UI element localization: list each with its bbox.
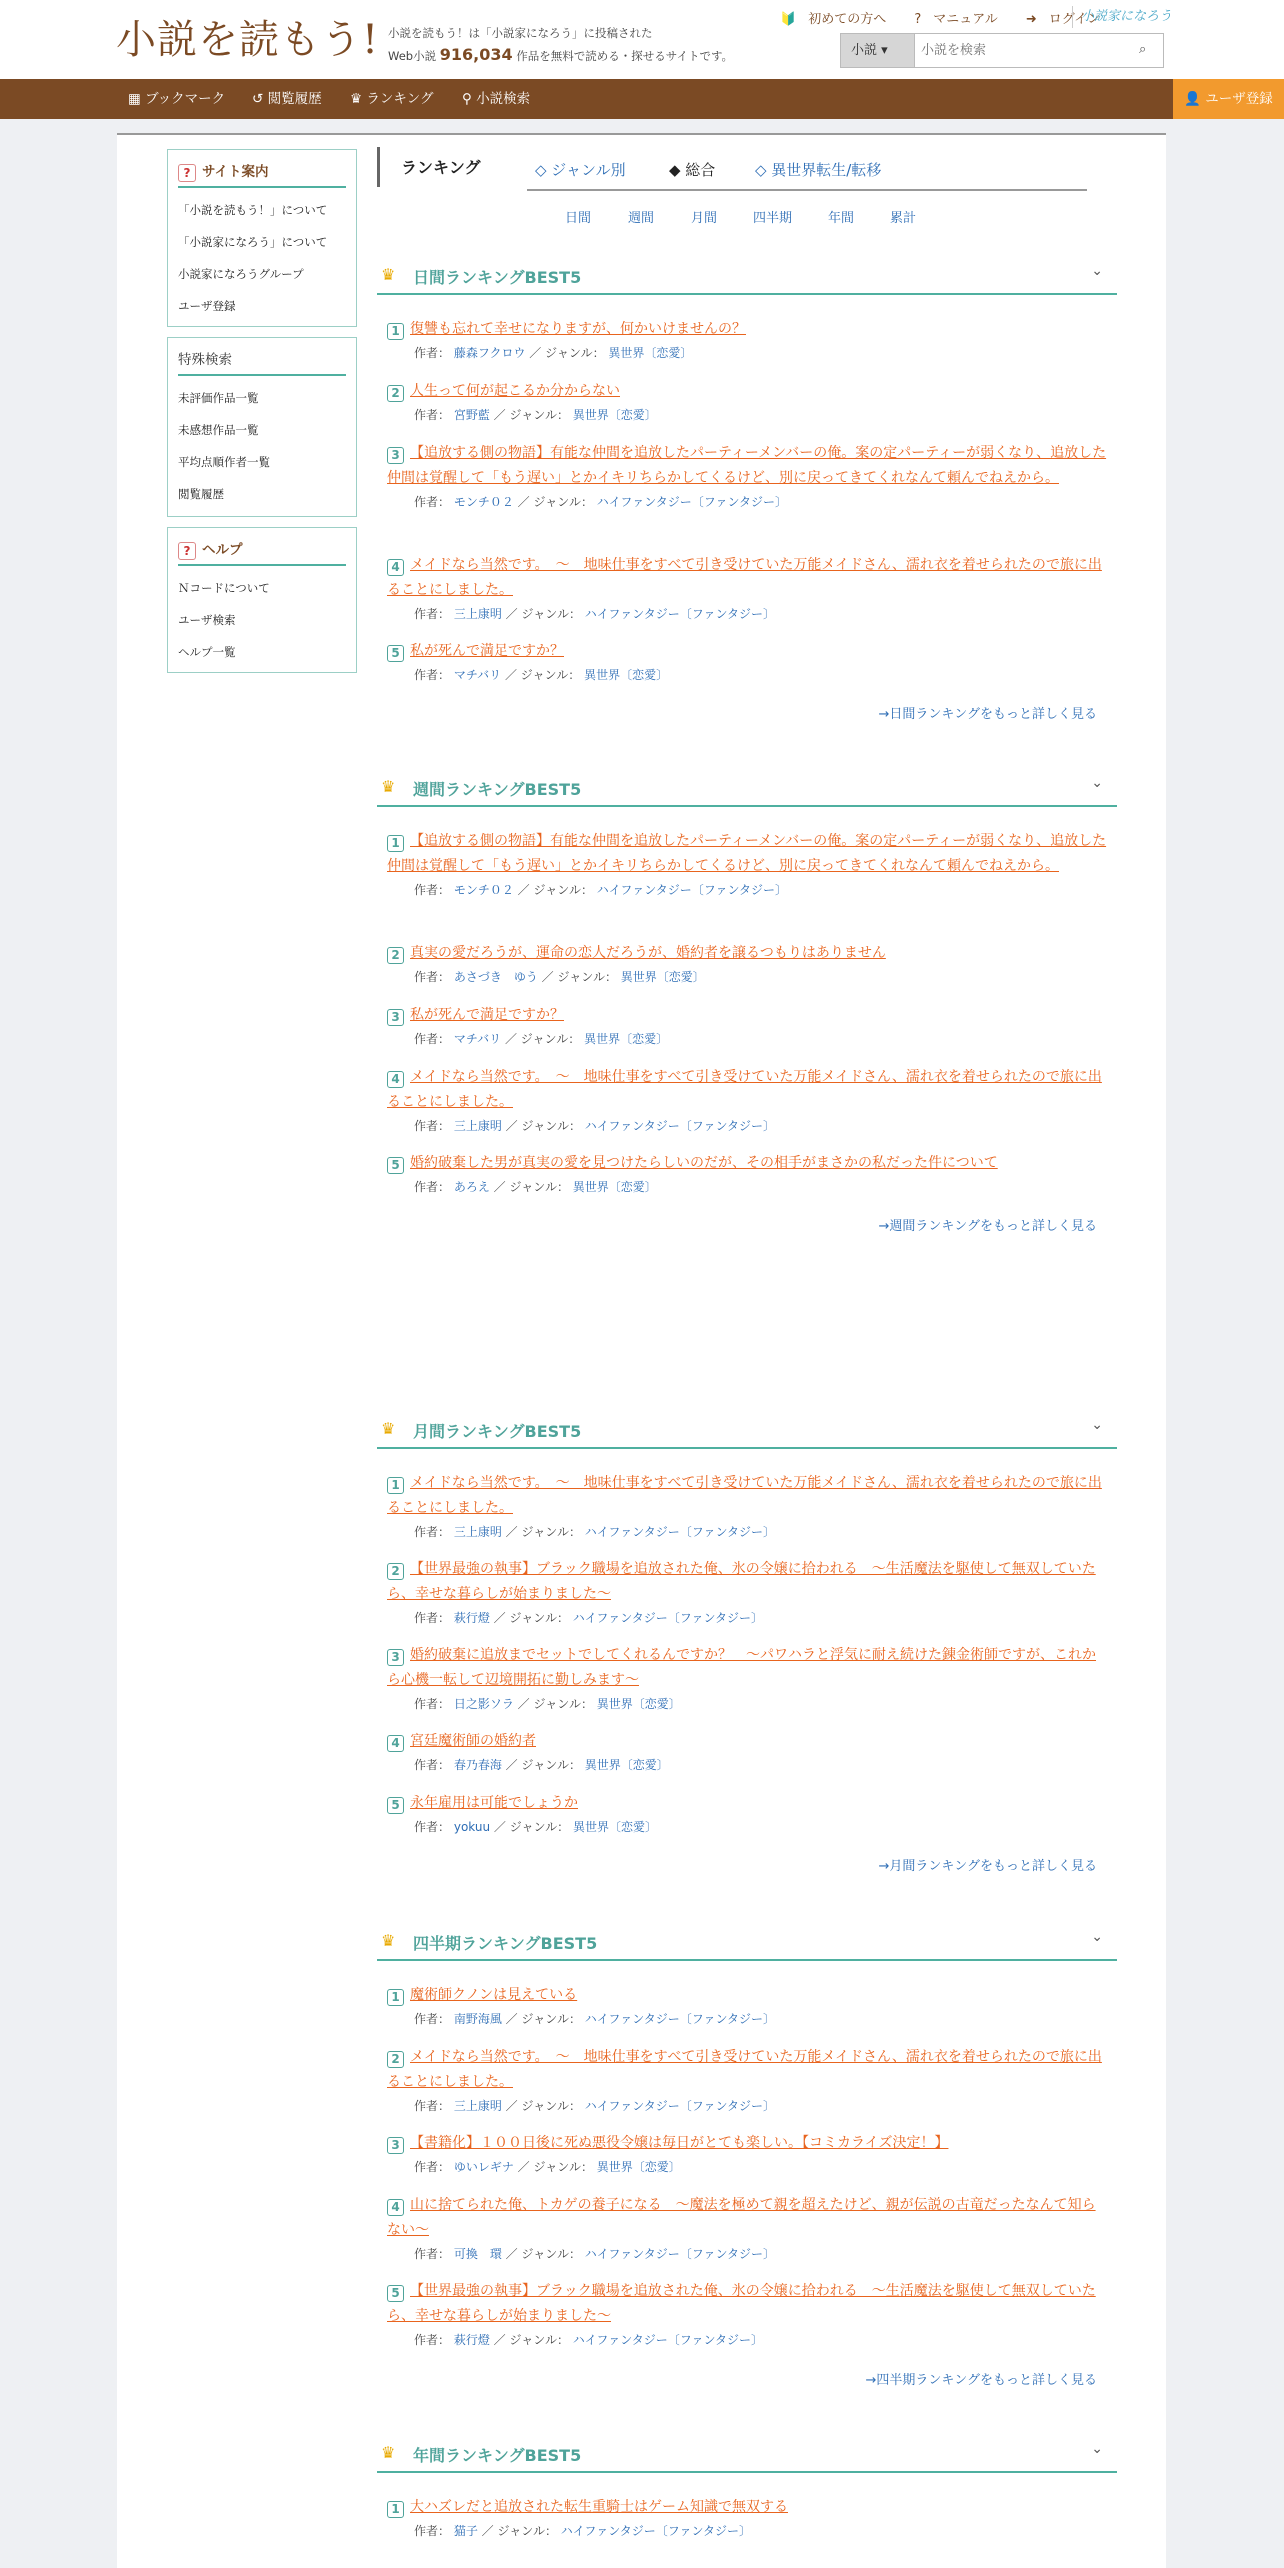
chevron-down-icon[interactable]: ⌄ <box>1091 263 1103 279</box>
author-link[interactable]: yokuu <box>453 1820 491 1834</box>
tab-isekai[interactable]: ◇ 異世界転生/転移 <box>755 161 882 179</box>
main-nav <box>0 79 1284 119</box>
user-register-button[interactable]: 👤 ユーザ登録 <box>1173 79 1284 119</box>
ranking-item: 2 人生って何が起こるか分からない 作者： 宮野藍 ／ ジャンル： 異世界〔恋愛〕 <box>387 379 1107 426</box>
special-search-heading: 特殊検索 <box>178 346 346 376</box>
novel-title-link[interactable]: 【追放する側の物語】有能な仲間を追放したパーティーメンバーの俺。案の定パーティーが弱くなり、追放した仲間は覚醒して「もう遅い」とかイキリちらかしてくるけど、別に戻ってきてくれなんて頼んでねえから。 <box>387 833 1107 874</box>
crown-icon: ♛ <box>350 91 363 107</box>
genre-link[interactable]: 異世界〔恋愛〕 <box>572 1180 657 1194</box>
section-title: 月間ランキングBEST5 <box>413 1422 582 1441</box>
sidebar-link[interactable]: ユーザ検索 <box>178 613 236 627</box>
author-link[interactable]: 萩行燈 <box>453 2333 490 2347</box>
ranking-item: 5 永年雇用は可能でしょうか 作者： yokuu ／ ジャンル： 異世界〔恋愛〕 <box>387 1791 1107 1838</box>
crown-icon: ♛ <box>381 1419 396 1438</box>
author-link[interactable]: 三上康明 <box>453 2099 502 2113</box>
ranking-item: 5 私が死んで満足ですか？ 作者： マチバリ ／ ジャンル： 異世界〔恋愛〕 <box>387 639 1107 686</box>
history-icon: ↺ <box>252 91 264 107</box>
site-guide-heading: ? サイト案内 <box>178 158 346 188</box>
author-link[interactable]: 三上康明 <box>453 1525 502 1539</box>
ranking-item: 2 【世界最強の執事】ブラック職場を追放された俺、氷の令嬢に拾われる ～生活魔法を駆使して無双していたら、幸せな暮らしが始まりました～ 作者： 萩行燈 ／ ジャンル： ハイファンタジー〔ファンタジー〕 <box>387 1561 1096 1625</box>
ranking-item: 5 【世界最強の執事】ブラック職場を追放された俺、氷の令嬢に拾われる ～生活魔法を駆使して無双していたら、幸せな暮らしが始まりました～ 作者： 萩行燈 ／ ジャンル： ハイファンタジー〔ファンタジー〕 <box>387 2283 1096 2347</box>
rank-number: 3 <box>387 447 404 464</box>
ranking-item: 2 真実の愛だろうが、運命の恋人だろうが、婚約者を譲るつもりはありません 作者： あさづき ゆう ／ ジャンル： 異世界〔恋愛〕 <box>387 941 1107 988</box>
section-title: 週間ランキングBEST5 <box>413 780 582 799</box>
magnifier-icon: ⚲ <box>462 91 472 107</box>
author-link[interactable]: あさづき ゆう <box>453 970 538 984</box>
section-header[interactable] <box>377 1409 1117 1449</box>
novel-title-link[interactable]: メイドなら当然です。 ～ 地味仕事をすべて引き受けていた万能メイドさん、濡れ衣を着せられたので旅に出ることにしました。 <box>387 557 1102 598</box>
nav-ranking[interactable]: ♛ ランキング <box>350 91 434 107</box>
rank-number: 4 <box>387 559 404 576</box>
genre-link[interactable]: ハイファンタジー〔ファンタジー〕 <box>584 1119 775 1133</box>
search-input[interactable] <box>921 34 1121 67</box>
section-title: 四半期ランキングBEST5 <box>413 1934 598 1953</box>
sidebar-link[interactable]: 「小説家になろう」について <box>178 235 328 249</box>
login-icon: ➜ <box>1025 12 1037 27</box>
ranking-section-monthly <box>377 1409 1117 1969</box>
sidebar-link[interactable]: 平均点順作者一覧 <box>178 455 270 469</box>
rank-number: 1 <box>387 323 404 340</box>
sidebar-link[interactable]: 未感想作品一覧 <box>178 423 259 437</box>
novel-title-link[interactable]: 婚約破棄した男が真実の愛を見つけたらしいのだが、その相手がまさかの私だった件について <box>410 1155 998 1171</box>
sidebar-link[interactable]: ユーザ登録 <box>178 299 236 313</box>
period-tabs <box>377 207 1117 231</box>
rank-number: 4 <box>387 1735 404 1752</box>
author-link[interactable]: 猫子 <box>453 2524 478 2538</box>
genre-link[interactable]: ハイファンタジー〔ファンタジー〕 <box>584 2099 775 2113</box>
novel-title-link[interactable]: 私が死んで満足ですか？ <box>410 1007 564 1023</box>
genre-link[interactable]: ハイファンタジー〔ファンタジー〕 <box>584 607 775 621</box>
author-link[interactable]: 萩行燈 <box>453 1611 490 1625</box>
rank-number: 5 <box>387 1797 404 1814</box>
nav-search[interactable]: ⚲ 小説検索 <box>462 91 531 107</box>
site-logo[interactable]: 小説を読もう! <box>116 17 380 63</box>
genre-link[interactable]: ハイファンタジー〔ファンタジー〕 <box>572 1611 763 1625</box>
user-icon: 👤 <box>1184 91 1201 107</box>
crown-icon: ♛ <box>381 265 396 284</box>
rank-number: 1 <box>387 1989 404 2006</box>
tagline <box>388 22 733 67</box>
rank-number: 2 <box>387 2051 404 2068</box>
ranking-item: 1 魔術師クノンは見えている 作者： 南野海風 ／ ジャンル： ハイファンタジー〔ファンタジー〕 <box>387 1983 1107 2030</box>
search-icon[interactable]: ⌕ <box>1139 42 1147 57</box>
section-header[interactable] <box>377 2433 1117 2473</box>
search-type-select[interactable]: 小説 ▾ <box>841 34 915 67</box>
period-quarterly[interactable]: 四半期 <box>753 211 793 226</box>
ranking-item: 3 【書籍化】１００日後に死ぬ悪役令嬢は毎日がとても楽しい。【コミカライズ決定！】 作者： ゆいレギナ ／ ジャンル： 異世界〔恋愛〕 <box>387 2131 1107 2178</box>
author-link[interactable]: ゆいレギナ <box>453 2160 514 2174</box>
rank-number: 1 <box>387 835 404 852</box>
genre-link[interactable]: 異世界〔恋愛〕 <box>584 1758 669 1772</box>
rank-number: 2 <box>387 947 404 964</box>
rank-number: 4 <box>387 2199 404 2216</box>
ranking-title: ランキング <box>401 158 481 177</box>
more-monthly-link[interactable]: →月間ランキングをもっと詳しく見る <box>878 1859 1097 1874</box>
ranking-section-quarterly <box>377 1921 1117 2461</box>
section-header[interactable] <box>377 255 1117 295</box>
sidebar-link[interactable]: 「小説を読もう！」について <box>178 203 328 217</box>
genre-link[interactable]: ハイファンタジー〔ファンタジー〕 <box>596 883 787 897</box>
tagline-line2 <box>388 44 733 67</box>
period-yearly[interactable]: 年間 <box>828 211 855 226</box>
rank-number: 5 <box>387 645 404 662</box>
novel-title-link[interactable]: 真実の愛だろうが、運命の恋人だろうが、婚約者を譲るつもりはありません <box>410 945 886 961</box>
novel-title-link[interactable]: メイドなら当然です。 ～ 地味仕事をすべて引き受けていた万能メイドさん、濡れ衣を着せられたので旅に出ることにしました。 <box>387 2049 1102 2090</box>
manual-link[interactable]: ? マニュアル <box>914 12 998 27</box>
chevron-down-icon[interactable]: ⌄ <box>1091 775 1103 791</box>
author-link[interactable]: あろえ <box>453 1180 490 1194</box>
genre-link[interactable]: ハイファンタジー〔ファンタジー〕 <box>560 2524 751 2538</box>
crown-icon: ♛ <box>381 777 396 796</box>
ranking-item: 2 メイドなら当然です。 ～ 地味仕事をすべて引き受けていた万能メイドさん、濡れ衣を着せられたので旅に出ることにしました。 作者： 三上康明 ／ ジャンル： ハイファンタジー〔ファンタジー〕 <box>387 2049 1102 2113</box>
genre-link[interactable]: ハイファンタジー〔ファンタジー〕 <box>584 2247 775 2261</box>
tab-underline <box>527 189 1087 191</box>
genre-link[interactable]: 異世界〔恋愛〕 <box>608 346 693 360</box>
tab-genre[interactable]: ◇ ジャンル別 <box>535 161 626 179</box>
novel-title-link[interactable]: 【世界最強の執事】ブラック職場を追放された俺、氷の令嬢に拾われる ～生活魔法を駆使して無双していたら、幸せな暮らしが始まりました～ <box>387 1561 1096 1602</box>
novel-title-link[interactable]: 山に捨てられた俺、トカゲの養子になる 〜魔法を極めて親を超えたけど、親が伝説の古竜だったなんて知らない〜 <box>387 2197 1096 2238</box>
novel-title-link[interactable]: メイドなら当然です。 ～ 地味仕事をすべて引き受けていた万能メイドさん、濡れ衣を着せられたので旅に出ることにしました。 <box>387 1069 1102 1110</box>
ranking-item: 4 メイドなら当然です。 ～ 地味仕事をすべて引き受けていた万能メイドさん、濡れ衣を着せられたので旅に出ることにしました。 作者： 三上康明 ／ ジャンル： ハイファンタジー〔ファンタジー〕 <box>387 1069 1102 1133</box>
ranking-item: 4 宮廷魔術師の婚約者 作者： 春乃春海 ／ ジャンル： 異世界〔恋愛〕 <box>387 1729 1107 1776</box>
genre-link[interactable]: 異世界〔恋愛〕 <box>572 408 657 422</box>
rank-number: 5 <box>387 2285 404 2302</box>
nav-history[interactable]: ↺ 閲覧履歴 <box>252 91 322 107</box>
sidebar-link[interactable]: 未評価作品一覧 <box>178 391 259 405</box>
ranking-item: 1 メイドなら当然です。 ～ 地味仕事をすべて引き受けていた万能メイドさん、濡れ衣を着せられたので旅に出ることにしました。 作者： 三上康明 ／ ジャンル： ハイファンタジー〔ファンタジー〕 <box>387 1475 1102 1539</box>
ranking-item: 4 メイドなら当然です。 ～ 地味仕事をすべて引き受けていた万能メイドさん、濡れ衣を着せられたので旅に出ることにしました。 作者： 三上康明 ／ ジャンル： ハイファンタジー〔ファンタジー〕 <box>387 557 1102 621</box>
author-link[interactable]: 可換 環 <box>453 2247 502 2261</box>
rank-number: 1 <box>387 1477 404 1494</box>
ranking-item: 5 婚約破棄した男が真実の愛を見つけたらしいのだが、その相手がまさかの私だった件について 作者： あろえ ／ ジャンル： 異世界〔恋愛〕 <box>387 1151 1107 1198</box>
period-monthly[interactable]: 月間 <box>691 211 718 226</box>
ranking-section-weekly <box>377 767 1117 1367</box>
beginner-link[interactable]: 🔰 初めての方へ <box>780 12 887 27</box>
novel-title-link[interactable]: 人生って何が起こるか分からない <box>410 383 620 399</box>
author-link[interactable]: 日之影ソラ <box>453 1697 514 1711</box>
search-box <box>840 33 1164 68</box>
tagline-suffix: 作品を無料で読める・探せるサイトです。 <box>516 49 734 63</box>
rank-number: 3 <box>387 2137 404 2154</box>
site-guide-box <box>167 149 357 327</box>
ranking-item: 1 復讐も忘れて幸せになりますが、何かいけませんの？ 作者： 藤森フクロウ ／ ジャンル： 異世界〔恋愛〕 <box>387 317 1107 364</box>
author-link[interactable]: マチバリ <box>453 668 502 682</box>
question-icon: ? <box>178 542 196 560</box>
author-link[interactable]: マチバリ <box>453 1032 502 1046</box>
novel-title-link[interactable]: 【追放する側の物語】有能な仲間を追放したパーティーメンバーの俺。案の定パーティーが弱くなり、追放した仲間は覚醒して「もう遅い」とかイキリちらかしてくるけど、別に戻ってきてくれなんて頼んでねえから。 <box>387 445 1107 486</box>
rank-number: 2 <box>387 1563 404 1580</box>
rank-number: 3 <box>387 1009 404 1026</box>
section-title: 日間ランキングBEST5 <box>413 268 582 287</box>
novel-title-link[interactable]: 【世界最強の執事】ブラック職場を追放された俺、氷の令嬢に拾われる ～生活魔法を駆使して無双していたら、幸せな暮らしが始まりました～ <box>387 2283 1096 2324</box>
novel-count: 916,034 <box>439 45 513 64</box>
genre-link[interactable]: ハイファンタジー〔ファンタジー〕 <box>584 2012 775 2026</box>
author-link[interactable]: 三上康明 <box>453 607 502 621</box>
tagline-prefix: Web小説 <box>388 49 437 63</box>
author-link[interactable]: モンチ０２ <box>453 883 514 897</box>
ranking-section-daily <box>377 255 1117 855</box>
login-link[interactable]: ➜ ログイン <box>1025 12 1101 27</box>
genre-link[interactable]: 異世界〔恋愛〕 <box>596 2160 681 2174</box>
rank-number: 4 <box>387 1071 404 1088</box>
crown-icon: ♛ <box>381 2443 396 2462</box>
ranking-section-yearly <box>377 2433 1117 2568</box>
author-link[interactable]: 三上康明 <box>453 1119 502 1133</box>
author-link[interactable]: モンチ０２ <box>453 495 514 509</box>
rank-number: 1 <box>387 2501 404 2518</box>
question-circle-icon: ? <box>914 12 922 27</box>
beginner-icon: 🔰 <box>780 12 797 27</box>
novel-title-link[interactable]: 私が死んで満足ですか？ <box>410 643 564 659</box>
sidebar-link[interactable]: ヘルプ一覧 <box>178 645 236 659</box>
more-weekly-link[interactable]: →週間ランキングをもっと詳しく見る <box>878 1219 1097 1234</box>
ranking-header <box>377 147 1097 192</box>
genre-link[interactable]: 異世界〔恋愛〕 <box>573 1820 658 1834</box>
novel-title-link[interactable]: メイドなら当然です。 ～ 地味仕事をすべて引き受けていた万能メイドさん、濡れ衣を着せられたので旅に出ることにしました。 <box>387 1475 1102 1516</box>
author-link[interactable]: 南野海風 <box>453 2012 502 2026</box>
chevron-down-icon[interactable]: ⌄ <box>1091 2441 1103 2457</box>
novel-title-link[interactable]: 大ハズレだと追放された転生重騎士はゲーム知識で無双する <box>410 2499 788 2515</box>
genre-link[interactable]: ハイファンタジー〔ファンタジー〕 <box>572 2333 763 2347</box>
novel-title-link[interactable]: 【書籍化】１００日後に死ぬ悪役令嬢は毎日がとても楽しい。【コミカライズ決定！】 <box>410 2135 949 2151</box>
genre-link[interactable]: 異世界〔恋愛〕 <box>584 1032 669 1046</box>
rank-number: 2 <box>387 385 404 402</box>
section-title: 年間ランキングBEST5 <box>413 2446 582 2465</box>
rank-number: 3 <box>387 1649 404 1666</box>
author-link[interactable]: 藤森フクロウ <box>453 346 526 360</box>
header <box>0 0 1284 79</box>
novel-title-link[interactable]: 永年雇用は可能でしょうか <box>410 1795 578 1811</box>
genre-link[interactable]: 異世界〔恋愛〕 <box>596 1697 681 1711</box>
more-daily-link[interactable]: →日間ランキングをもっと詳しく見る <box>878 707 1097 722</box>
genre-link[interactable]: ハイファンタジー〔ファンタジー〕 <box>596 495 787 509</box>
period-daily[interactable]: 日間 <box>565 211 592 226</box>
chevron-down-icon[interactable]: ⌄ <box>1091 1929 1103 1945</box>
special-search-box <box>167 337 357 517</box>
novel-title-link[interactable]: 魔術師クノンは見えている <box>410 1987 578 2003</box>
help-box <box>167 527 357 673</box>
novel-title-link[interactable]: 婚約破棄に追放までセットでしてくれるんですか？ ～パワハラと浮気に耐え続けた錬金術師ですが、これから心機一転して辺境開拓に勤しみます～ <box>387 1647 1096 1688</box>
section-header[interactable] <box>377 767 1117 807</box>
sidebar-link[interactable]: 小説家になろうグループ <box>178 267 304 281</box>
rank-number: 5 <box>387 1157 404 1174</box>
genre-link[interactable]: 異世界〔恋愛〕 <box>620 970 705 984</box>
ranking-item: 3 【追放する側の物語】有能な仲間を追放したパーティーメンバーの俺。案の定パーティーが弱くなり、追放した仲間は覚醒して「もう遅い」とかイキリちらかしてくるけど、別に戻ってきてくれなんて頼んでねえから。 作者： モンチ０２ ／ ジャンル： ハイファンタジー〔ファンタジー〕 <box>387 445 1107 509</box>
help-heading: ? ヘルプ <box>178 536 346 566</box>
sidebar-link[interactable]: Ｎコードについて <box>178 581 270 595</box>
period-total[interactable]: 累計 <box>890 211 917 226</box>
more-quarterly-link[interactable]: →四半期ランキングをもっと詳しく見る <box>865 2373 1097 2388</box>
tab-overall[interactable]: ◆ 総合 <box>669 161 716 179</box>
ranking-item: 1 【追放する側の物語】有能な仲間を追放したパーティーメンバーの俺。案の定パーティーが弱くなり、追放した仲間は覚醒して「もう遅い」とかイキリちらかしてくるけど、別に戻ってきてくれなんて頼んでねえから。 作者： モンチ０２ ／ ジャンル： ハイファンタジー〔ファンタジー〕 <box>387 833 1107 897</box>
heading-bar <box>377 147 380 187</box>
genre-link[interactable]: 異世界〔恋愛〕 <box>584 668 669 682</box>
novel-title-link[interactable]: 復讐も忘れて幸せになりますが、何かいけませんの？ <box>410 321 746 337</box>
crown-icon: ♛ <box>381 1931 396 1950</box>
chevron-down-icon[interactable]: ⌄ <box>1091 1417 1103 1433</box>
period-weekly[interactable]: 週間 <box>628 211 655 226</box>
author-link[interactable]: 宮野藍 <box>453 408 490 422</box>
ranking-item: 3 婚約破棄に追放までセットでしてくれるんですか？ ～パワハラと浮気に耐え続けた錬金術師ですが、これから心機一転して辺境開拓に勤しみます～ 作者： 日之影ソラ ／ ジャンル： 異世界〔恋愛〕 <box>387 1647 1096 1711</box>
sidebar-link[interactable]: 閲覧履歴 <box>178 487 224 501</box>
nav-bookmark[interactable]: ▦ ブックマーク <box>128 91 226 107</box>
author-link[interactable]: 春乃春海 <box>453 1758 502 1772</box>
novel-title-link[interactable]: 宮廷魔術師の婚約者 <box>410 1733 536 1749</box>
section-header[interactable] <box>377 1921 1117 1961</box>
ranking-item: 4 山に捨てられた俺、トカゲの養子になる 〜魔法を極めて親を超えたけど、親が伝説の古竜だったなんて知らない〜 作者： 可換 環 ／ ジャンル： ハイファンタジー〔ファンタジー〕 <box>387 2197 1096 2261</box>
select-arrow-icon: ▾ <box>881 43 888 58</box>
narou-brand-link[interactable]: 小説家になろう <box>1072 6 1164 28</box>
tagline-line1: 小説を読もう！は「小説家になろう」に投稿された <box>388 26 653 40</box>
main-content <box>117 133 1166 2568</box>
ranking-item: 1 大ハズレだと追放された転生重騎士はゲーム知識で無双する 作者： 猫子 ／ ジャンル： ハイファンタジー〔ファンタジー〕 <box>387 2495 1107 2542</box>
question-icon: ? <box>178 164 196 182</box>
ranking-item: 3 私が死んで満足ですか？ 作者： マチバリ ／ ジャンル： 異世界〔恋愛〕 <box>387 1003 1107 1050</box>
genre-link[interactable]: ハイファンタジー〔ファンタジー〕 <box>584 1525 775 1539</box>
grid-icon: ▦ <box>128 91 141 107</box>
